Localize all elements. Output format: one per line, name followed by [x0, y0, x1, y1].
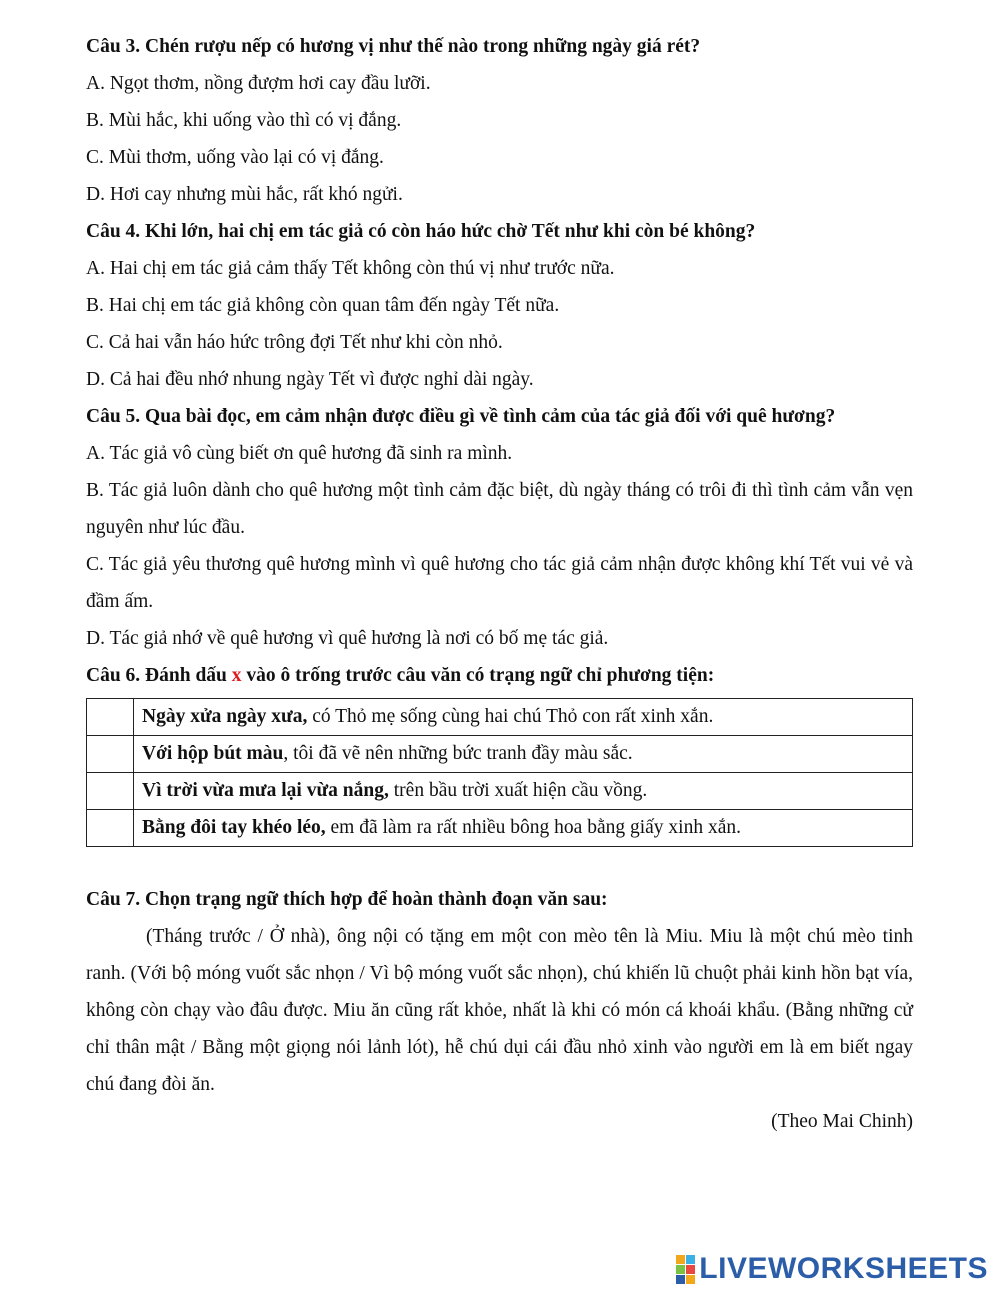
q5-option-b[interactable]: B. Tác giả luôn dành cho quê hương một tình cảm đặc biệt, dù ngày tháng có trôi đi thì tình cảm vẫn vẹn nguyên như lúc đầu.: [86, 480, 913, 538]
q4-option-d[interactable]: D. Cả hai đều nhớ nhung ngày Tết vì được nghỉ dài ngày.: [86, 369, 534, 390]
table-row: [87, 773, 913, 810]
sentence-cell-2: [134, 736, 913, 773]
sentence-rest: , tôi đã vẽ nên những bức tranh đầy màu sắc.: [283, 743, 633, 764]
sentence-cell-4: [134, 810, 913, 847]
spacer: [86, 847, 913, 881]
passage-source: (Theo Mai Chinh): [771, 1111, 913, 1132]
table-row: [87, 736, 913, 773]
x-mark: x: [231, 665, 242, 686]
question-4: Câu 4. Khi lớn, hai chị em tác giả có còn háo hức chờ Tết như khi còn bé không?: [86, 221, 756, 242]
sentence-cell-1: [134, 699, 913, 736]
question-3: Câu 3. Chén rượu nếp có hương vị như thế nào trong những ngày giá rét?: [86, 36, 701, 57]
q3-option-d[interactable]: D. Hơi cay nhưng mùi hắc, rất khó ngửi.: [86, 184, 403, 205]
sentence-rest: trên bầu trời xuất hiện cầu vồng.: [388, 780, 648, 801]
adverbial-phrase: Với hộp bút màu: [142, 743, 284, 764]
question-5: Câu 5. Qua bài đọc, em cảm nhận được điều gì về tình cảm của tác giả đối với quê hương?: [86, 406, 836, 427]
q5-option-a[interactable]: A. Tác giả vô cùng biết ơn quê hương đã sinh ra mình.: [86, 443, 513, 464]
q3-option-c[interactable]: C. Mùi thơm, uống vào lại có vị đắng.: [86, 147, 384, 168]
q3-option-b[interactable]: B. Mùi hắc, khi uống vào thì có vị đắng.: [86, 110, 402, 131]
q5-option-d[interactable]: D. Tác giả nhớ về quê hương vì quê hương là nơi có bố mẹ tác giả.: [86, 628, 609, 649]
checkbox-cell-4[interactable]: [87, 810, 134, 847]
question-6: [86, 657, 913, 694]
checkbox-cell-3[interactable]: [87, 773, 134, 810]
q3-option-a[interactable]: A. Ngọt thơm, nồng đượm hơi cay đầu lưỡi.: [86, 73, 431, 94]
checkbox-cell-2[interactable]: [87, 736, 134, 773]
worksheet-page: [86, 28, 913, 1140]
q4-option-b[interactable]: B. Hai chị em tác giả không còn quan tâm đến ngày Tết nữa.: [86, 295, 560, 316]
q6-options-table: [86, 698, 913, 847]
q6-prompt-after: vào ô trống trước câu văn có trạng ngữ chỉ phương tiện:: [246, 665, 715, 686]
table-row: [87, 699, 913, 736]
checkbox-cell-1[interactable]: [87, 699, 134, 736]
q6-prompt-before: Câu 6. Đánh dấu: [86, 665, 227, 686]
sentence-rest: có Thỏ mẹ sống cùng hai chú Thỏ con rất xinh xắn.: [307, 706, 714, 727]
q4-option-a[interactable]: A. Hai chị em tác giả cảm thấy Tết không còn thú vị như trước nữa.: [86, 258, 615, 279]
question-7: Câu 7. Chọn trạng ngữ thích hợp để hoàn thành đoạn văn sau:: [86, 889, 608, 910]
liveworksheets-grid-icon: [676, 1255, 695, 1284]
adverbial-phrase: Bằng đôi tay khéo léo,: [142, 817, 326, 838]
sentence-rest: em đã làm ra rất nhiều bông hoa bằng giấy xinh xắn.: [325, 817, 741, 838]
adverbial-phrase: Vì trời vừa mưa lại vừa nắng,: [142, 780, 389, 801]
q4-option-c[interactable]: C. Cả hai vẫn háo hức trông đợi Tết như khi còn nhỏ.: [86, 332, 503, 353]
table-row: [87, 810, 913, 847]
logo-text: LIVEWORKSHEETS: [699, 1252, 988, 1285]
adverbial-phrase: Ngày xửa ngày xưa,: [142, 706, 308, 727]
q7-passage: (Tháng trước / Ở nhà), ông nội có tặng em một con mèo tên là Miu. Miu là một chú mèo tinh ranh. (Với bộ móng vuốt sắc nhọn / Vì bộ móng vuốt sắc nhọn), chú khiến lũ chuột phải kinh hồn bạt vía, không còn chạy vào đâu được. Miu ăn cũng rất khỏe, nhất là khi có món cá khoái khẩu. (Bằng những cử chỉ thân mật / Bằng một giọng nói lảnh lót), hễ chú dụi cái đầu nhỏ xinh vào người em là em biết ngay chú đang đòi ăn.: [86, 926, 913, 1095]
liveworksheets-logo: [676, 1252, 988, 1286]
q5-option-c[interactable]: C. Tác giả yêu thương quê hương mình vì quê hương cho tác giả cảm nhận được không khí Tết vui vẻ và đầm ấm.: [86, 554, 913, 612]
sentence-cell-3: [134, 773, 913, 810]
